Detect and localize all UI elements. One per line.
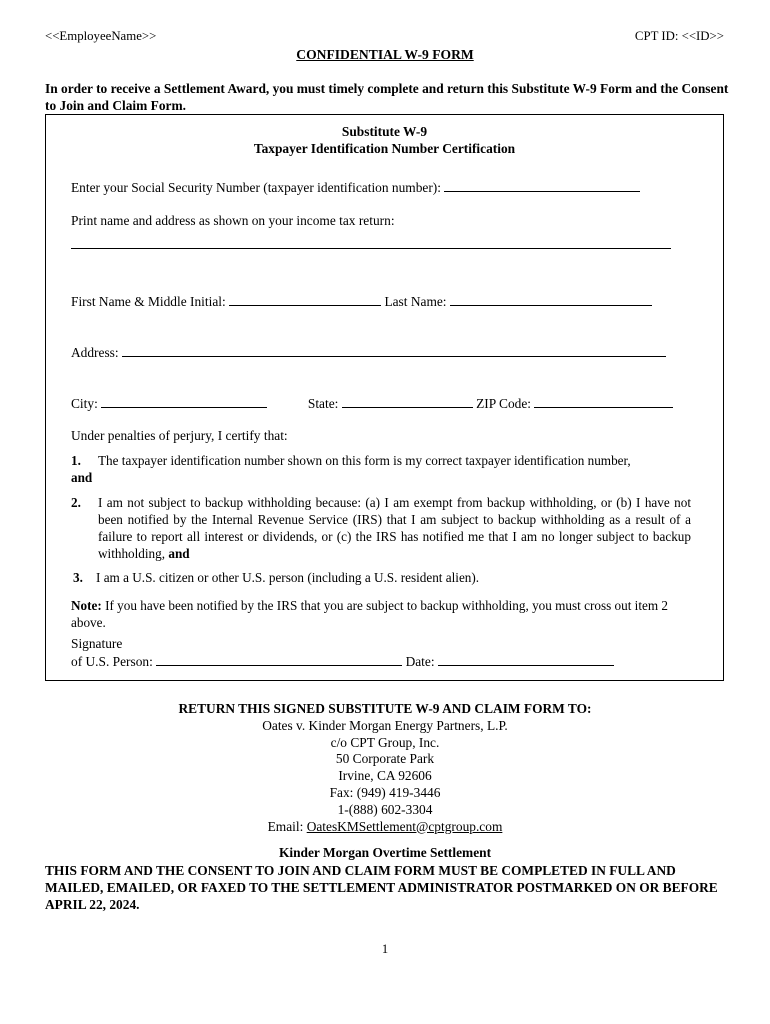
backup-withholding-note	[71, 597, 691, 631]
certification-item-1	[71, 452, 691, 486]
zip-label: ZIP Code:	[476, 396, 532, 411]
return-line-phone: 1-(888) 602-3304	[337, 801, 433, 817]
settlement-title: Kinder Morgan Overtime Settlement	[278, 845, 492, 860]
item-number: 1.	[71, 453, 81, 468]
last-name-label: Last Name:	[384, 294, 447, 309]
date-label: Date:	[405, 654, 435, 669]
city-label: City:	[71, 396, 98, 411]
address-label: Address:	[71, 345, 119, 360]
name-address-field[interactable]	[71, 248, 671, 249]
name-row	[71, 293, 652, 310]
form-title: CONFIDENTIAL W-9 FORM	[296, 47, 474, 62]
return-line-case: Oates v. Kinder Morgan Energy Partners, L.P.	[262, 717, 508, 733]
item-number: 2.	[71, 495, 81, 510]
cpt-id: CPT ID: <<ID>>	[634, 29, 724, 43]
date-field[interactable]	[438, 653, 614, 666]
return-heading: RETURN THIS SIGNED SUBSTITUTE W-9 AND CLAIM FORM TO:	[178, 701, 592, 716]
first-name-field[interactable]	[229, 293, 381, 306]
print-name-label: Print name and address as shown on your income tax return:	[71, 213, 395, 228]
box-title-line2: Taxpayer Identification Number Certification	[253, 141, 516, 156]
item-text: The taxpayer identification number shown on this form is my correct taxpayer identification number,	[98, 453, 631, 468]
box-title-line1: Substitute W-9	[341, 124, 428, 139]
substitute-w9-box	[45, 114, 724, 681]
return-line-street: 50 Corporate Park	[335, 751, 435, 767]
item-text: I am a U.S. citizen or other U.S. person (including a U.S. resident alien).	[96, 570, 480, 585]
email-label: Email:	[267, 818, 304, 834]
item-text: I am not subject to backup withholding because: (a) I am exempt from backup withholding, or (b) I have not been notified by the Internal Revenue Service (IRS) that I am subject to backup withholding as a result of a failure to report all interest or dividends, or (c) the IRS has notified me that I am no longer subject to backup withholding,	[98, 495, 691, 561]
item-suffix: and	[71, 470, 93, 485]
item-number: 3.	[73, 570, 83, 585]
return-email-row	[0, 819, 770, 836]
city-state-zip-row	[71, 395, 673, 412]
ssn-row	[71, 179, 640, 196]
first-name-label: First Name & Middle Initial:	[71, 294, 226, 309]
perjury-statement: Under penalties of perjury, I certify that:	[71, 428, 288, 443]
intro-text: In order to receive a Settlement Award, you must timely complete and return this Substitute W-9 Form and the Consent to Join and Claim Form.	[45, 81, 729, 113]
state-label: State:	[307, 396, 339, 411]
note-label: Note:	[71, 598, 102, 613]
return-line-co: c/o CPT Group, Inc.	[330, 734, 440, 750]
certification-item-3	[71, 569, 691, 586]
signature-field[interactable]	[156, 653, 402, 666]
zip-field[interactable]	[534, 395, 673, 408]
address-field[interactable]	[122, 344, 666, 357]
deadline-notice: THIS FORM AND THE CONSENT TO JOIN AND CLAIM FORM MUST BE COMPLETED IN FULL AND MAILED, EMAILED, OR FAXED TO THE SETTLEMENT ADMINISTRATOR POSTMARKED ON OR BEFORE APRIL 22, 2024.	[45, 863, 718, 912]
last-name-field[interactable]	[450, 293, 652, 306]
state-field[interactable]	[342, 395, 473, 408]
address-row	[71, 344, 666, 361]
city-field[interactable]	[101, 395, 267, 408]
certification-item-2	[71, 494, 691, 562]
return-line-fax: Fax: (949) 419-3446	[329, 784, 441, 800]
box-title	[46, 123, 723, 157]
ssn-label: Enter your Social Security Number (taxpayer identification number):	[71, 180, 441, 195]
return-line-city: Irvine, CA 92606	[338, 768, 432, 784]
signature-person-label: of U.S. Person:	[71, 654, 153, 669]
ssn-field[interactable]	[444, 179, 640, 192]
return-address-block	[0, 701, 770, 835]
email-link[interactable]: OatesKMSettlement@cptgroup.com	[306, 818, 503, 834]
page-number: 1	[381, 942, 389, 956]
item-suffix: and	[168, 546, 190, 561]
note-text: If you have been notified by the IRS that you are subject to backup withholding, you must cross out item 2 above.	[71, 598, 668, 630]
signature-row	[71, 653, 614, 670]
signature-label: Signature	[71, 636, 123, 651]
employee-name-placeholder: <<EmployeeName>>	[45, 29, 157, 43]
